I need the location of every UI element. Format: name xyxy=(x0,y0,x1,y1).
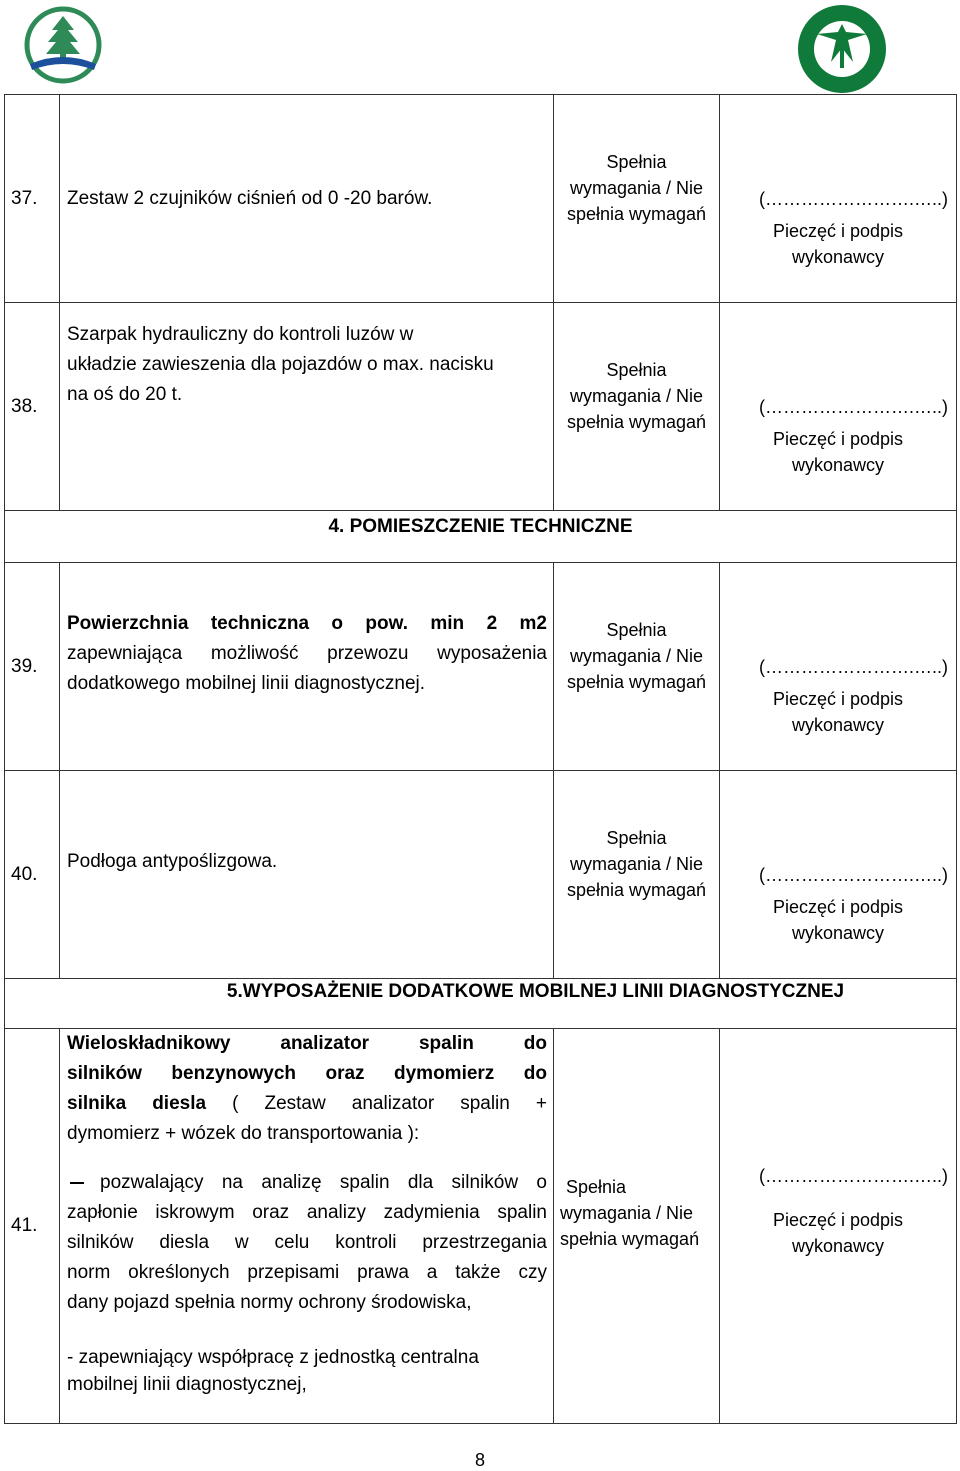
row-number: 37. xyxy=(4,94,60,303)
row-number: 39. xyxy=(4,562,60,771)
status-cell: Spełnia wymagania / Nie spełnia wymagań xyxy=(553,302,720,511)
signature-cell: (…………………….…..) Pieczęć i podpis wykonawcy xyxy=(719,302,957,511)
status-cell: Spełnia wymagania / Nie spełnia wymagań xyxy=(553,770,720,979)
dash-bullet-icon xyxy=(70,1182,84,1184)
table-row xyxy=(4,302,957,511)
row-description: Powierzchnia techniczna o pow. min 2 m2 zapewniająca możliwość przewozu wyposażenia dodatkowego mobilnej linii diagnostycznej. xyxy=(59,562,554,771)
row-number: 38. xyxy=(4,302,60,511)
tree-logo-icon xyxy=(24,6,102,84)
table-row xyxy=(4,94,957,303)
status-cell: Spełnia wymagania / Nie spełnia wymagań xyxy=(553,94,720,303)
row-number: 41. xyxy=(4,1028,60,1424)
row-description: Podłoga antypoślizgowa. xyxy=(59,770,554,979)
row-description: Wieloskładnikowy analizator spalin do silników benzynowych oraz dymomierz do silnika diesla ( Zestaw analizator spalin + dymomierz + wózek do transportowania ): pozwalający na analizę spalin dla silników o zapłonie iskrowym oraz analizy zadymienia spalin silników diesla w celu kontroli przestrzegania norm określonych przepisami prawa a także czy dany pojazd spełnia normy ochrony środowiska, - zapewniający współpracę z jednostką centralna mobilnej linii diagnostycznej, xyxy=(59,1028,554,1424)
section-header: 5.WYPOSAŻENIE DODATKOWE MOBILNEJ LINII DIAGNOSTYCZNEJ xyxy=(4,978,957,1029)
row-description: Zestaw 2 czujników ciśnień od 0 -20 barów. xyxy=(59,94,554,303)
page-number: 8 xyxy=(474,1450,485,1470)
signature-cell: (…………………….…..) Pieczęć i podpis wykonawcy xyxy=(719,562,957,771)
signature-cell: (…………………….…..) Pieczęć i podpis wykonawcy xyxy=(719,770,957,979)
itd-seal-icon xyxy=(793,4,891,94)
signature-cell: (…………………….…..) Pieczęć i podpis wykonawcy xyxy=(719,94,957,303)
status-cell: Spełnia wymagania / Nie spełnia wymagań xyxy=(553,562,720,771)
table-row xyxy=(4,562,957,771)
section-header: 4. POMIESZCZENIE TECHNICZNE xyxy=(4,510,957,563)
signature-cell: (…………………….…..) Pieczęć i podpis wykonawcy xyxy=(719,1028,957,1424)
table-row xyxy=(4,770,957,979)
row-description: Szarpak hydrauliczny do kontroli luzów w układzie zawieszenia dla pojazdów o max. nacisku na oś do 20 t. xyxy=(59,302,554,511)
row-number: 40. xyxy=(4,770,60,979)
table-row xyxy=(4,1028,957,1424)
status-cell: Spełnia wymagania / Nie spełnia wymagań xyxy=(553,1028,720,1424)
